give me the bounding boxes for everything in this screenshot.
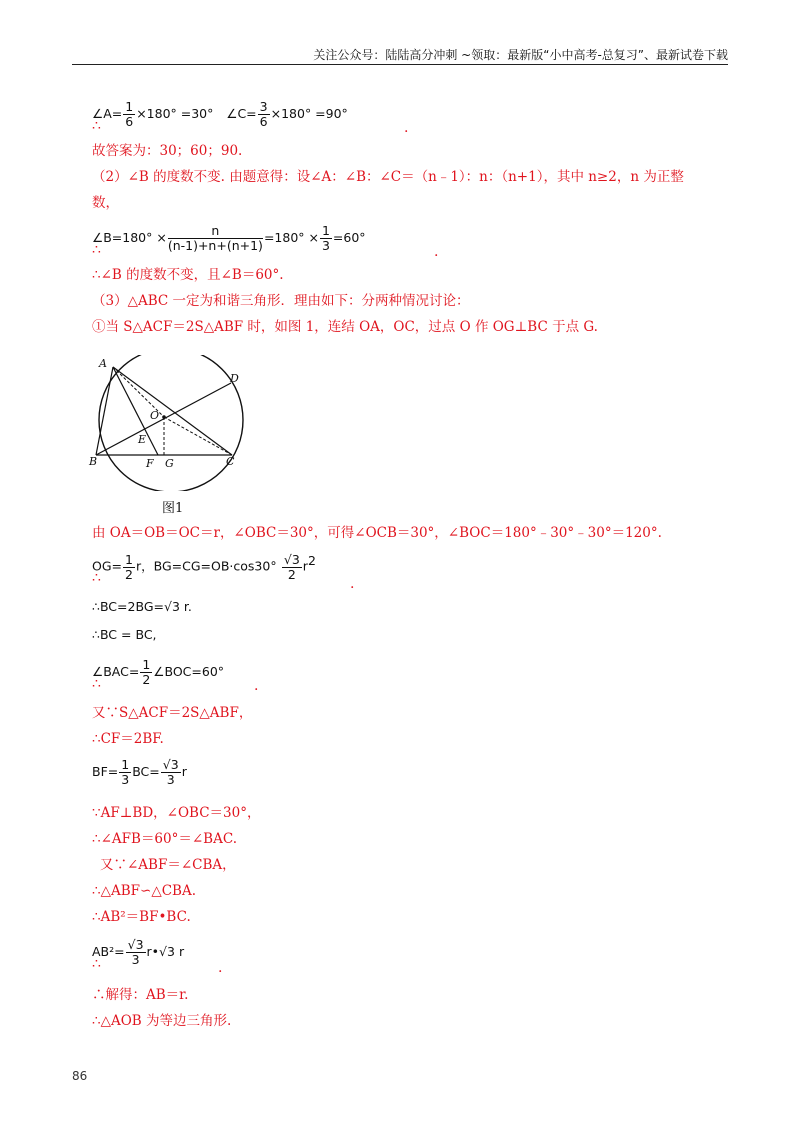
period-mark: . (254, 678, 259, 694)
case1-line: ①当 S△ACF＝2S△ABF 时，如图 1，连结 OA，OC，过点 O 作 OG⊥BC 于点 G. (92, 319, 598, 335)
period-mark: . (404, 120, 409, 136)
header-text: 关注公众号：陆陆高分冲刺 ~领取：最新版“小中高考-总复习”、最新试卷下载 (313, 48, 728, 62)
area-line: 又∵S△ACF＝2S△ABF， (92, 705, 253, 721)
therefore-symbol: ∴ (92, 118, 101, 134)
bf-line: BF= $\frac{1}{3}$ BC= $\frac{√3}{3}$ r (92, 757, 187, 787)
perp-line: ∵AF⊥BD，∠OBC＝30°， (92, 805, 261, 821)
part2-line-cont: 数， (92, 195, 119, 211)
therefore-symbol: ∴ (92, 956, 101, 972)
circle-figure (88, 355, 254, 491)
answer-line: 故答案为：30；60；90. (92, 143, 243, 159)
label-g: G (165, 457, 174, 470)
cf-line: ∴CF＝2BF. (92, 731, 164, 747)
segment-ac (113, 367, 232, 455)
page-header (72, 44, 728, 65)
label-o: O (150, 409, 160, 422)
figure-caption: 图1 (162, 501, 184, 516)
therefore-symbol: ∴ (92, 242, 101, 258)
period-mark: . (218, 960, 223, 976)
period-mark: . (350, 576, 355, 592)
og-bg-line: OG= $\frac{1}{2}$ r，BG=CG=OB·cos30° $\frac{√3}{2}$ $r^2$ (92, 551, 316, 582)
therefore-symbol: ∴ (92, 676, 101, 692)
radius-line: 由 OA＝OB＝OC＝r，∠OBC＝30°，可得∠OCB＝30°，∠BOC＝180°﹣30°﹣30°＝120°. (92, 525, 662, 541)
ab-square-line: ∴AB²＝BF•BC. (92, 909, 191, 925)
page-number: 86 (72, 1069, 88, 1083)
part3-line: （3）△ABC 一定为和谐三角形．理由如下：分两种情况讨论： (92, 293, 470, 309)
conclusion-b: ∴∠B 的度数不变，且∠B＝60°. (92, 267, 284, 283)
segment-ab (96, 367, 113, 455)
segment-oc (164, 417, 232, 455)
label-b: B (89, 455, 98, 468)
equilateral-line: ∴△AOB 为等边三角形. (92, 1013, 232, 1029)
abf-line: 又∵∠ABF＝∠CBA， (100, 857, 236, 873)
label-a: A (99, 357, 107, 370)
label-d: D (230, 372, 239, 385)
center-dot (162, 415, 166, 419)
label-e: E (138, 433, 147, 446)
ab-value-line: AB²= $\frac{√3}{3}$ r•√3 r (92, 937, 185, 967)
therefore-symbol: ∴ (92, 570, 101, 586)
solve-line: ∴解得：AB＝r. (92, 987, 189, 1003)
similar-line: ∴△ABF∽△CBA. (92, 883, 196, 899)
line-angles-a-c: ∠A= $\frac{1}{6}$ ×180° =30° ∠C= $\frac{3}{6}$ ×180° =90° (92, 99, 348, 129)
bac-line: ∠BAC= $\frac{1}{2}$ ∠BOC=60° (92, 657, 225, 687)
label-c: C (226, 455, 235, 468)
arc-line: ∴BC = BC, (92, 627, 157, 642)
bc-line: ∴BC=2BG=√3 r. (92, 599, 192, 614)
part2-line: （2）∠B 的度数不变. 由题意得：设∠A：∠B：∠C＝（n﹣1）：n：（n+1），其中 n≥2，n 为正整 (92, 169, 684, 185)
period-mark: . (434, 244, 439, 260)
label-f: F (146, 457, 154, 470)
afb-line: ∴∠AFB＝60°＝∠BAC. (92, 831, 237, 847)
circle-outline (99, 355, 243, 491)
line-angle-b: ∠B=180° × $\frac{n}{(n-1)+n+(n+1)}$ =180° × $\frac{1}{3}$ =60° (92, 223, 366, 253)
